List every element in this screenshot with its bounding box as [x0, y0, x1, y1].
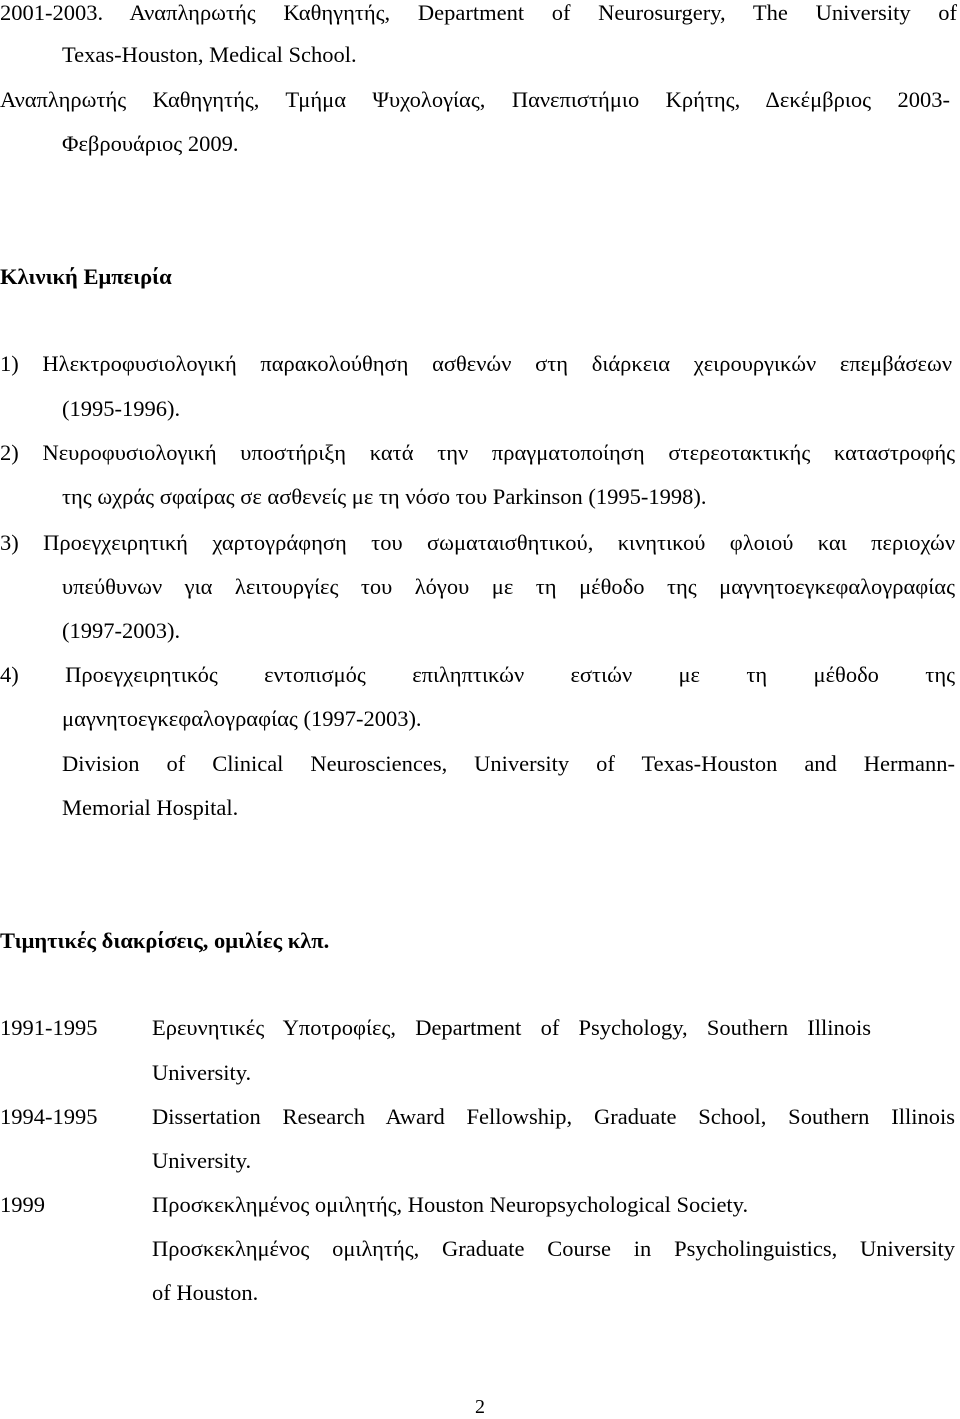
- honor-text-line: Προσκεκλημένος ομιλητής, Houston Neuropsychological Society.: [152, 1192, 749, 1217]
- list-item-line: 3) Προεγχειρητική χαρτογράφηση του σωματαισθητικού, κινητικού φλοιού και περιοχών: [0, 530, 955, 555]
- list-item-line: μαγνητοεγκεφαλογραφίας (1997-2003).: [62, 706, 422, 731]
- honor-year: 1999: [0, 1192, 45, 1217]
- list-item-line: (1995-1996).: [62, 396, 181, 421]
- list-item-line: 2) Νευροφυσιολογική υποστήριξη κατά την πραγματοποίηση στερεοτακτικής καταστροφής: [0, 440, 955, 465]
- honor-text-line: Dissertation Research Award Fellowship, Graduate School, Southern Illinois: [152, 1104, 955, 1129]
- list-item-line: της ωχράς σφαίρας σε ασθενείς με τη νόσο του Parkinson (1995-1998).: [62, 484, 707, 509]
- honor-year: 1991-1995: [0, 1015, 98, 1040]
- honor-text-line: University.: [152, 1060, 252, 1085]
- list-item-line: 4) Προεγχειρητικός εντοπισμός επιληπτικών εστιών με τη μέθοδο της: [0, 662, 955, 687]
- list-item-line: υπεύθυνων για λειτουργίες του λόγου με τη μέθοδο της μαγνητοεγκεφαλογραφίας: [62, 574, 955, 599]
- honor-year: 1994-1995: [0, 1104, 98, 1129]
- section-heading-clinical: Κλινική Εμπειρία: [0, 264, 172, 289]
- list-item-line: (1997-2003).: [62, 618, 181, 643]
- position-line: 2001-2003. Αναπληρωτής Καθηγητής, Department of Neurosurgery, The University of: [0, 0, 957, 25]
- position-line: Texas-Houston, Medical School.: [62, 42, 357, 67]
- section-heading-honors: Τιμητικές διακρίσεις, ομιλίες κλπ.: [0, 928, 330, 953]
- honor-text-line: Ερευνητικές Υποτροφίες, Department of Psychology, Southern Illinois: [152, 1015, 871, 1040]
- honor-text-line: Προσκεκλημένος ομιλητής, Graduate Course in Psycholinguistics, University: [152, 1236, 955, 1261]
- honor-text-line: of Houston.: [152, 1280, 259, 1305]
- page-number: 2: [475, 1396, 485, 1418]
- affiliation-line: Division of Clinical Neurosciences, University of Texas-Houston and Hermann-: [62, 751, 955, 776]
- affiliation-line: Memorial Hospital.: [62, 795, 239, 820]
- list-item-line: 1) Ηλεκτροφυσιολογική παρακολούθηση ασθενών στη διάρκεια χειρουργικών επεμβάσεων: [0, 351, 952, 376]
- position-line: Αναπληρωτής Καθηγητής, Τμήμα Ψυχολογίας, Πανεπιστήμιο Κρήτης, Δεκέμβριος 2003-: [0, 87, 950, 112]
- honor-text-line: University.: [152, 1148, 252, 1173]
- position-line: Φεβρουάριος 2009.: [62, 131, 239, 156]
